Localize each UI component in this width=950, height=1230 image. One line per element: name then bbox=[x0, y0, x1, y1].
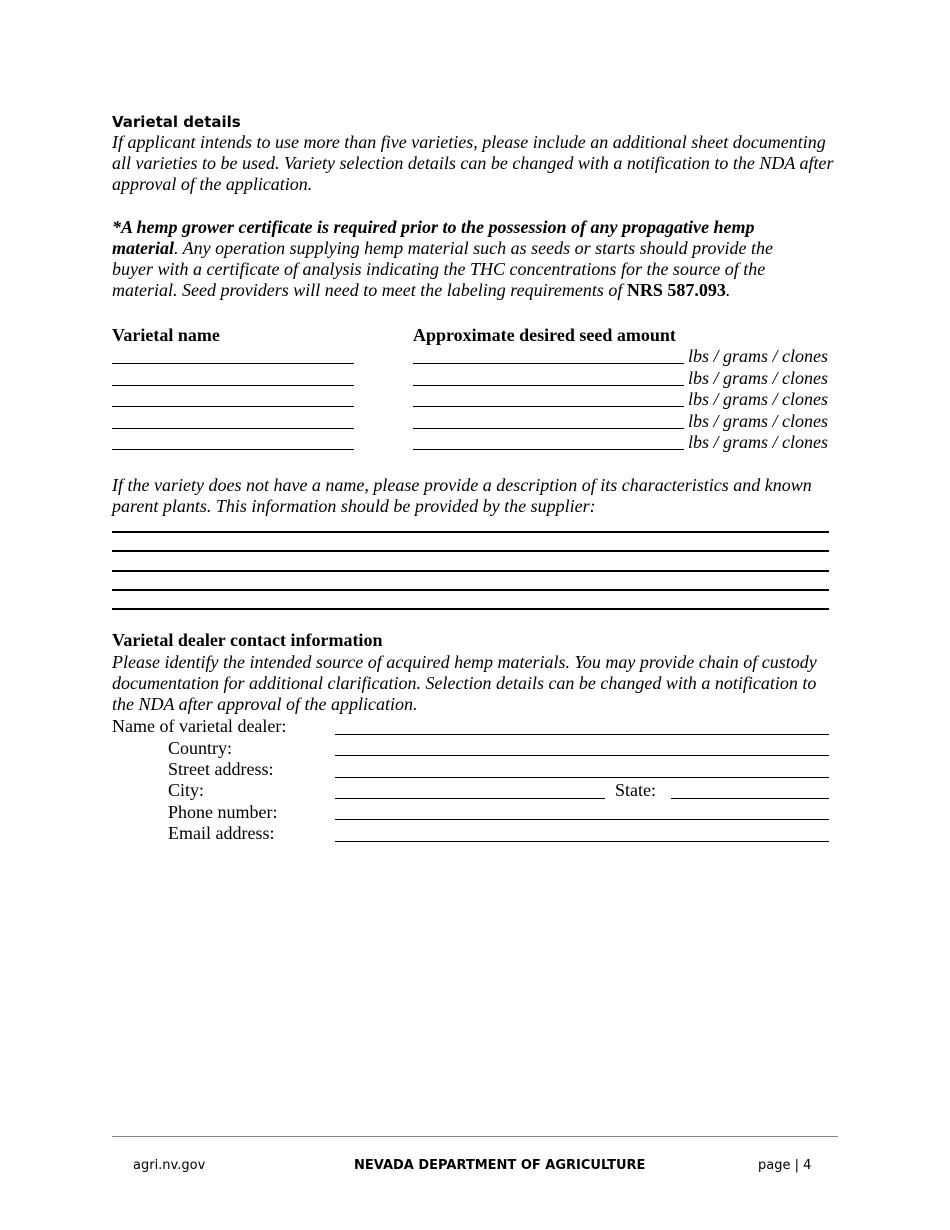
description-line[interactable] bbox=[112, 531, 829, 533]
section-title-varietal-details: Varietal details bbox=[112, 113, 241, 131]
unit-options: lbs / grams / clones bbox=[688, 411, 829, 431]
varietal-name-field[interactable] bbox=[112, 428, 354, 429]
description-line[interactable] bbox=[112, 570, 829, 572]
certificate-period: . bbox=[725, 280, 731, 300]
unit-options: lbs / grams / clones bbox=[688, 346, 829, 366]
footer-page-number: page | 4 bbox=[758, 1158, 812, 1173]
phone-number-label: Phone number: bbox=[168, 802, 278, 822]
no-name-description-note: If the variety does not have a name, please provide a description of its characteristics and known parent plants. This information should be provided by the supplier: bbox=[112, 475, 812, 516]
varietal-name-field[interactable] bbox=[112, 363, 354, 364]
dealer-name-label: Name of varietal dealer: bbox=[112, 716, 287, 736]
footer-website: agri.nv.gov bbox=[133, 1158, 206, 1173]
street-address-field[interactable] bbox=[335, 777, 829, 778]
section-title-dealer-contact: Varietal dealer contact information bbox=[112, 630, 383, 650]
description-line[interactable] bbox=[112, 589, 829, 591]
varietal-name-field[interactable] bbox=[112, 449, 354, 450]
seed-amount-field[interactable] bbox=[413, 428, 684, 429]
footer-divider bbox=[112, 1136, 838, 1137]
unit-options: lbs / grams / clones bbox=[688, 368, 829, 388]
street-address-label: Street address: bbox=[168, 759, 274, 779]
state-field[interactable] bbox=[671, 798, 829, 799]
column-header-seed-amount: Approximate desired seed amount bbox=[413, 325, 676, 345]
seed-amount-field[interactable] bbox=[413, 449, 684, 450]
seed-amount-field[interactable] bbox=[413, 385, 684, 386]
country-label: Country: bbox=[168, 738, 233, 758]
dealer-intro-paragraph: Please identify the intended source of acquired hemp materials. You may provide chain of custody documentation for additional clarification. Selection details can be changed with a notification to the NDA after approval of the application. bbox=[112, 652, 817, 714]
varietal-intro-paragraph: If applicant intends to use more than five varieties, please include an additional sheet documenting all varieties to be used. Variety selection details can be changed with a notification to the NDA after approval of the application. bbox=[112, 132, 834, 194]
phone-number-field[interactable] bbox=[335, 819, 829, 820]
column-header-varietal-name: Varietal name bbox=[112, 325, 220, 345]
city-label: City: bbox=[168, 780, 205, 800]
certificate-requirement: *A hemp grower certificate is required prior to the possession of any propagative hemp material bbox=[112, 217, 755, 258]
varietal-name-field[interactable] bbox=[112, 406, 354, 407]
nrs-reference: NRS 587.093 bbox=[626, 280, 726, 300]
certificate-paragraph bbox=[112, 217, 812, 301]
dealer-name-field[interactable] bbox=[335, 734, 829, 735]
seed-amount-field[interactable] bbox=[413, 363, 684, 364]
unit-options: lbs / grams / clones bbox=[688, 432, 829, 452]
email-address-label: Email address: bbox=[168, 823, 275, 843]
state-label: State: bbox=[615, 780, 656, 800]
description-line[interactable] bbox=[112, 550, 829, 552]
unit-options: lbs / grams / clones bbox=[688, 389, 829, 409]
certificate-detail: . Any operation supplying hemp material such as seeds or starts should provide the buyer with a certificate of analysis indicating the THC concentrations for the source of the material. Seed providers will need to meet the labeling requirements of bbox=[112, 238, 773, 300]
description-line[interactable] bbox=[112, 608, 829, 610]
varietal-name-field[interactable] bbox=[112, 385, 354, 386]
footer-department: NEVADA DEPARTMENT OF AGRICULTURE bbox=[354, 1158, 646, 1173]
seed-amount-field[interactable] bbox=[413, 406, 684, 407]
country-field[interactable] bbox=[335, 755, 829, 756]
email-address-field[interactable] bbox=[335, 841, 829, 842]
city-field[interactable] bbox=[335, 798, 605, 799]
